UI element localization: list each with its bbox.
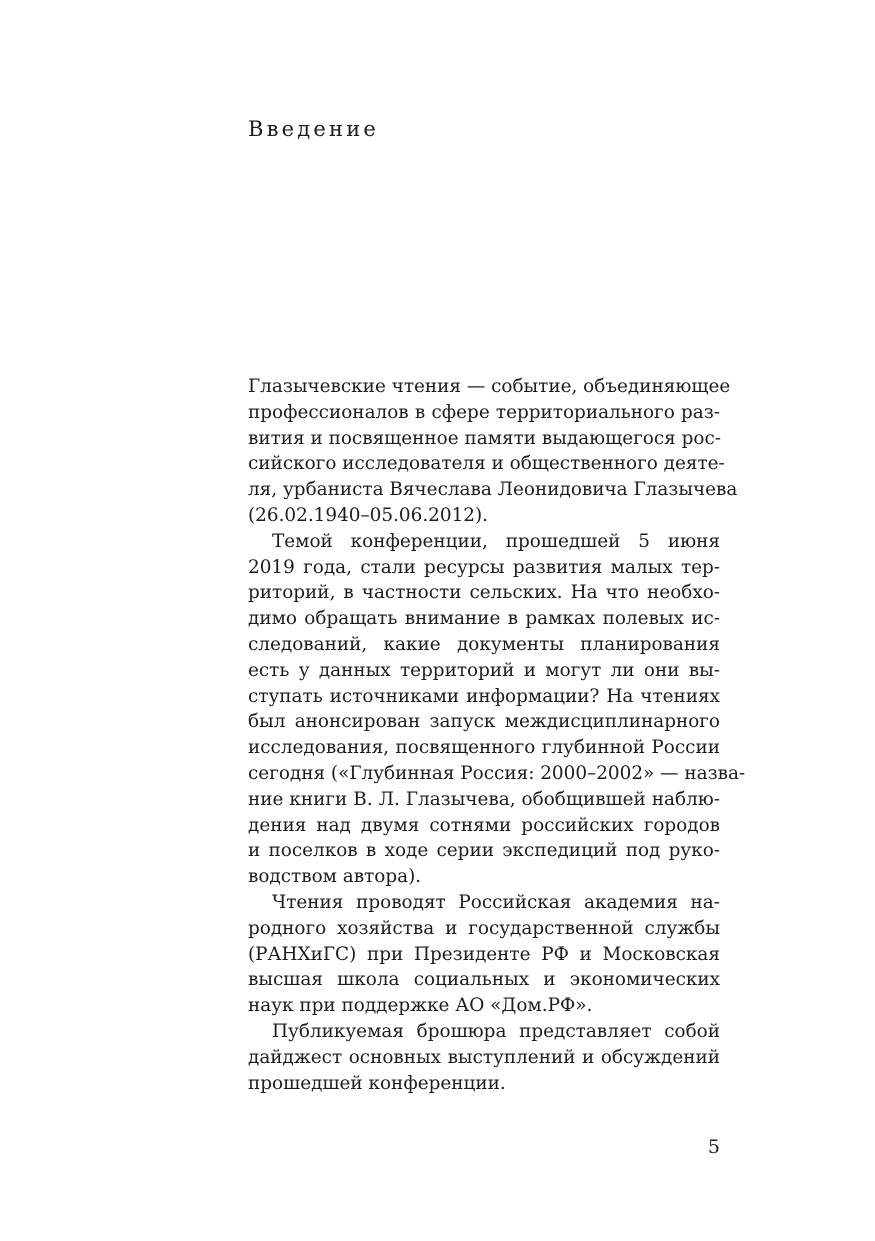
page-number: 5 <box>707 1136 720 1158</box>
text-line: Темой конференции, прошедшей 5 июня <box>272 530 720 552</box>
text-line: дайджест основных выступлений и обсуждений <box>248 1046 720 1068</box>
text-line: был анонсирован запуск междисциплинарного <box>248 711 720 733</box>
text-line: вития и посвященное памяти выдающегося рос- <box>248 427 721 449</box>
text-line: дения над двумя сотнями российских городов <box>248 814 720 836</box>
text-line: димо обращать внимание в рамках полевых ис- <box>248 608 720 630</box>
text-line: профессионалов в сфере территориального раз- <box>248 401 720 423</box>
text-line: Глазычевские чтения — событие, объединяющее <box>248 376 731 397</box>
text-line: водством автора). <box>248 866 422 888</box>
text-line: наук при поддержке АО «Дом.РФ». <box>248 995 593 1017</box>
text-line: родного хозяйства и государственной службы <box>248 917 720 939</box>
paragraph-1 <box>248 374 738 529</box>
text-line: сегодня («Глубинная Россия: 2000–2002» — назва- <box>248 762 746 784</box>
text-line: Чтения проводят Российская академия на- <box>272 891 720 913</box>
text-line: есть у данных территорий и могут ли они вы- <box>248 659 720 681</box>
text-line: (РАНХиГС) при Президенте РФ и Московская <box>248 943 720 965</box>
text-line: высшая школа социальных и экономических <box>248 969 720 991</box>
paragraph-2 <box>248 529 746 890</box>
text-line: прошедшей конференции. <box>248 1072 506 1094</box>
chapter-heading: Введение <box>248 117 380 141</box>
paragraph-4 <box>248 1019 720 1096</box>
text-line: ля, урбаниста Вячеслава Леонидовича Глазычева <box>248 479 738 501</box>
text-line: ступать источниками информации? На чтениях <box>248 685 720 707</box>
body-text <box>248 374 746 1096</box>
text-line: исследования, посвященного глубинной России <box>248 737 720 759</box>
text-line: и поселков в ходе серии экспедиций под руко- <box>248 840 720 862</box>
text-line: риторий, в частности сельских. На что необхо- <box>248 582 720 604</box>
text-line: Публикуемая брошюра представляет собой <box>272 1020 720 1042</box>
text-line: (26.02.1940–05.06.2012). <box>248 504 488 526</box>
text-line: ние книги В. Л. Глазычева, обобщившей наблю- <box>248 788 720 810</box>
text-line: следований, какие документы планирования <box>248 633 720 655</box>
paragraph-3 <box>248 890 720 1019</box>
text-line: сийского исследователя и общественного деяте- <box>248 453 725 475</box>
text-line: 2019 года, стали ресурсы развития малых тер- <box>248 556 720 578</box>
